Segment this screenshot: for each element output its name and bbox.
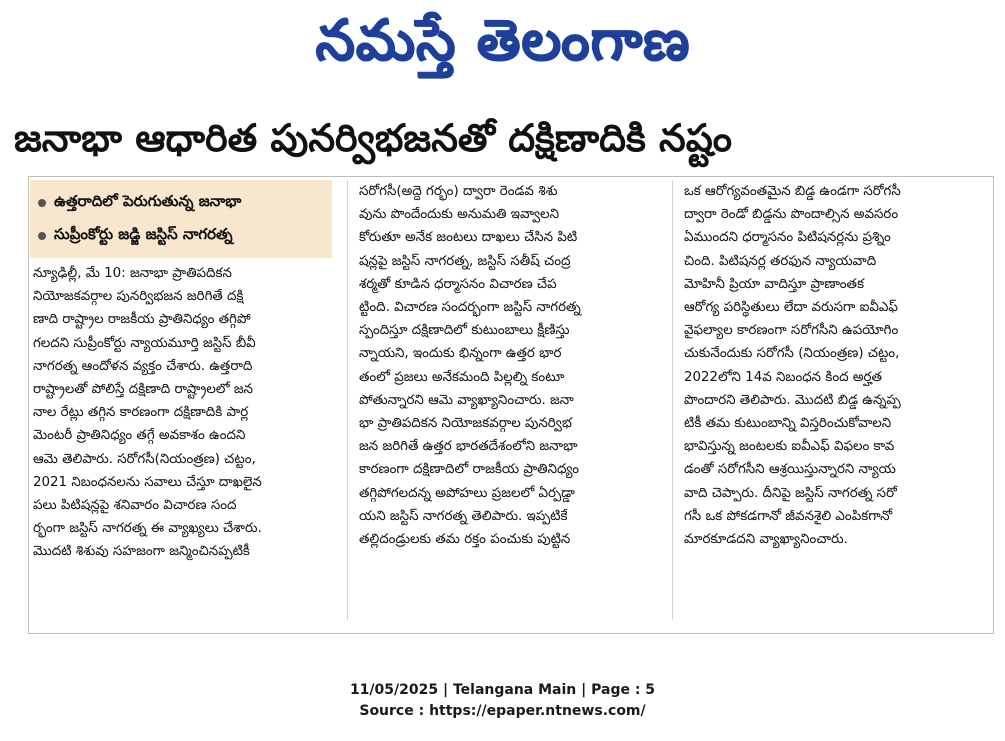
article-column-3: ఒక ఆరోగ్యవంతమైన బిడ్డ ఉండగా సరోగసీ ద్వారా రెండో బిడ్డను పొందాల్సిన అవసరం ఏముందని ధర్మాసనం పిటిషనర్లను ప్రశ్నిం చింది. పిటిషనర్ల తరఫున న్యాయవాది మోహినీ ప్రియా వాదిస్తూ ప్రాణాంతక ఆరోగ్య పరిస్థితులు లేదా వరుసగా ఐవీఎఫ్ వైఫల్యాల కారణంగా సరోగసీని ఉపయోగిం చుకునేందుకు సరోగసీ (నియంత్రణ) చట్టం, 2022లోని 14వ నిబంధన కింద అర్హత పొందారని తెలిపారు. మొదటి బిడ్డ ఉన్నప్ప టికీ తమ కుటుంబాన్ని విస్తరించుకోవాలని భావిస్తున్న జంటలకు ఐవీఎఫ్ విఫలం కావ డంతో సరోగసీని ఆశ్రయిస్తున్నారని న్యాయ వాది చెప్పారు. దీనిపై జస్టిస్ నాగరత్న సరో గసీ ఒక పోకడగానో జీవనశైలి ఎంపికగానో మారకూడదని వ్యాఖ్యానించారు.	[684, 184, 901, 548]
article-headline: జనాభా ఆధారిత పునర్విభజనతో దక్షిణాదికి నష్టం	[14, 116, 733, 160]
highlight-text: సుప్రీంకోర్టు జడ్జి జస్టిస్ నాగరత్న	[54, 224, 233, 243]
article-column-1: న్యూఢిల్లీ, మే 10: జనాభా ప్రాతిపదికన నియోజకవర్గాల పునర్విభజన జరిగితే దక్షి ణాది రాష్ట్రాల రాజకీయ ప్రాతినిధ్యం తగ్గిపో గలదని సుప్రీంకోర్టు న్యాయమూర్తి జస్టిస్ బీవీ నాగరత్న ఆందోళన వ్యక్తం చేశారు. ఉత్తరాది రాష్ట్రాలతో పోలిస్తే దక్షిణాది రాష్ట్రాలలో జన నాల రేట్లు తగ్గిన కారణంగా దక్షిణాదికి పార్ల మెంటరీ ప్రాతినిధ్యం తగ్గే అవకాశం ఉందని ఆమె తెలిపారు. సరోగసీ(నియంత్రణ) చట్టం, 2021 నిబంధనలను సవాలు చేస్తూ దాఖలైన పలు పిటిషన్లపై శనివారం విచారణ సంద ర్భంగా జస్టిస్ నాగరత్న ఈ వ్యాఖ్యలు చేశారు. మొదటి శిశువు సహజంగా జన్మించినప్పటికీ	[33, 266, 262, 560]
highlight-item	[38, 219, 324, 252]
column-divider	[672, 180, 673, 620]
highlights-box	[30, 180, 332, 258]
bullet-icon	[38, 199, 46, 207]
highlight-item	[38, 186, 324, 219]
bullet-icon	[38, 232, 46, 240]
article-column-2: సరోగసీ(అద్దె గర్భం) ద్వారా రెండవ శిశు వును పొందేందుకు అనుమతి ఇవ్వాలని కోరుతూ అనేక జంటలు దాఖలు చేసిన పిటి షన్లపై జస్టిస్ నాగరత్న, జస్టిస్ సతీష్ చంద్ర శర్మతో కూడిన ధర్మాసనం విచారణ చేప ట్టింది. విచారణ సందర్భంగా జస్టిస్ నాగరత్న స్పందిస్తూ దక్షిణాదిలో కుటుంబాలు క్షీణిస్తు న్నాయని, ఇందుకు భిన్నంగా ఉత్తర భార తంలో ప్రజలు అనేకమంది పిల్లల్ని కంటూ పోతున్నారని ఆమె వ్యాఖ్యానించారు. జనా భా ప్రాతిపదికన నియోజకవర్గాల పునర్విభ జన జరిగితే ఉత్తర భారతదేశంలోని జనాభా కారణంగా దక్షిణాదిలో రాజకీయ ప్రాతినిధ్యం తగ్గిపోగలదన్న అపోహలు ప్రజలలో ఏర్పడ్డా యని జస్టిస్ నాగరత్న తెలిపారు. ఇప్పటికే తల్లిదండ్రులకు తమ రక్తం పంచుకు పుట్టిన	[359, 184, 581, 548]
highlight-text: ఉత్తరాదిలో పెరుగుతున్న జనాభా	[54, 191, 242, 210]
newspaper-masthead: నమస్తే తెలంగాణ	[315, 8, 690, 73]
edition-info: 11/05/2025 | Telangana Main | Page : 5	[349, 682, 656, 698]
source-info: Source : https://epaper.ntnews.com/	[359, 703, 646, 719]
column-divider	[347, 180, 348, 620]
